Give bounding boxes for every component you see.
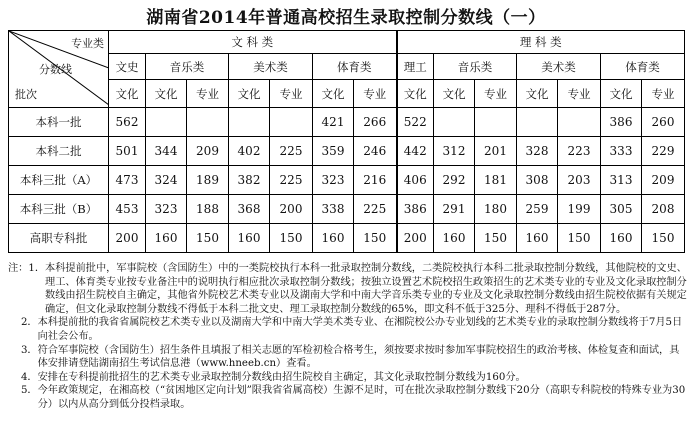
- subcat-liberal-music: 音乐类: [146, 54, 229, 80]
- score-cell: 324: [146, 166, 187, 195]
- score-cell: 216: [354, 166, 397, 195]
- corner-score-line: 分数线: [39, 63, 72, 76]
- col-header: 专业: [354, 80, 397, 108]
- col-header: 专业: [270, 80, 313, 108]
- score-cell: 200: [397, 224, 434, 253]
- note-item: [8, 371, 688, 385]
- score-cell: [517, 108, 558, 137]
- batch-label: 本科三批（B）: [9, 195, 109, 224]
- score-cell: 259: [517, 195, 558, 224]
- notes-section: [8, 262, 688, 412]
- score-cell: 160: [146, 224, 187, 253]
- score-cell: [434, 108, 475, 137]
- col-header: 文化: [146, 80, 187, 108]
- score-cell: 229: [642, 137, 685, 166]
- col-header: 专业: [187, 80, 229, 108]
- note-item: [8, 316, 688, 343]
- score-cell: 160: [313, 224, 354, 253]
- subcat-science-music: 音乐类: [434, 54, 517, 80]
- score-cell: 442: [397, 137, 434, 166]
- note-text: 今年政策规定，在湘高校（“贫困地区定向计划”限我省省属高校）生源不足时，可在批次录取控制分数线下20分（高职专科院校的特殊专业为30分）以内从高分到低分投档录取。: [37, 385, 686, 410]
- subcat-liberal-wenshi: 文史: [109, 54, 146, 80]
- score-cell: 225: [270, 166, 313, 195]
- score-cell: 181: [475, 166, 517, 195]
- note-text: 本科提前批的我省省属院校艺术类专业以及湖南大学和中南大学美术类专业、在湘院校公办专业划线的艺术类专业的录取控制分数线将于7月5日向社会公布。: [37, 317, 683, 342]
- col-header: 专业: [475, 80, 517, 108]
- batch-label: 高职专科批: [9, 224, 109, 253]
- score-cell: 246: [354, 137, 397, 166]
- score-cell: 150: [475, 224, 517, 253]
- group-science: 理 科 类: [397, 31, 685, 54]
- score-cell: 160: [601, 224, 642, 253]
- score-table: [8, 30, 685, 253]
- batch-label: 本科三批（A）: [9, 166, 109, 195]
- table-row: [9, 166, 685, 195]
- col-header: 文化: [109, 80, 146, 108]
- score-cell: 473: [109, 166, 146, 195]
- page-title: 湖南省2014年普通高校招生录取控制分数线（一）: [146, 8, 546, 28]
- score-cell: 402: [229, 137, 270, 166]
- score-cell: [146, 108, 187, 137]
- score-cell: 344: [146, 137, 187, 166]
- score-cell: 199: [558, 195, 601, 224]
- score-cell: 150: [270, 224, 313, 253]
- batch-label: 本科二批: [9, 137, 109, 166]
- note-number: 3．: [8, 344, 38, 356]
- score-cell: 338: [313, 195, 354, 224]
- score-cell: 313: [601, 166, 642, 195]
- table-row: [9, 108, 685, 137]
- score-cell: 328: [517, 137, 558, 166]
- score-cell: 260: [642, 108, 685, 137]
- col-header: 文化: [313, 80, 354, 108]
- header-corner: [9, 31, 109, 108]
- score-cell: 333: [601, 137, 642, 166]
- note-text: 符合军事院校（含国防生）招生条件且填报了相关志愿的军检初检合格考生，须按要求按时参加军事院校招生的政治考核、体检复查和面试，具体安排请登陆湖南招生考试信息港（www.hneeb.cn）查看。: [37, 344, 680, 370]
- score-cell: 453: [109, 195, 146, 224]
- score-cell: 359: [313, 137, 354, 166]
- subcat-liberal-art: 美术类: [229, 54, 313, 80]
- col-header: 文化: [229, 80, 270, 108]
- score-cell: [187, 108, 229, 137]
- score-cell: 189: [187, 166, 229, 195]
- score-cell: 323: [313, 166, 354, 195]
- note-text: 安排在专科提前批招生的艺术类专业录取控制分数线由招生院校自主确定，其文化录取控制分数线为160分。: [37, 371, 526, 383]
- corner-batch: 批次: [15, 88, 37, 101]
- score-cell: 562: [109, 108, 146, 137]
- score-cell: 160: [434, 224, 475, 253]
- score-cell: 292: [434, 166, 475, 195]
- col-header: 文化: [517, 80, 558, 108]
- note-text: 本科提前批中，军事院校（含国防生）中的一类院校执行本科一批录取控制分数线，二类院校执行本科二批录取控制分数线，其他院校的文史、理工、体育类专业按专业备注中的说明执行相应批次录取控制分数线；按独立设置艺术院校招生政策招生的艺术类专业的专业及文化录取控制分数线由招生院校自主确定，其他省外院校艺术类专业以及湖南大学和中南大学音乐类专业的专业及文化录取控制分数线由招生院校依据有关规定确定，但文化录取控制分数线不得低于本科二批文史、理工录取控制分数线的65%，即文科不低于325分、理科不得低于287分。: [45, 263, 687, 315]
- subcat-liberal-sports: 体育类: [313, 54, 397, 80]
- note-number: 注：1．: [8, 263, 46, 274]
- score-cell: 200: [270, 195, 313, 224]
- score-cell: 150: [558, 224, 601, 253]
- score-cell: 223: [558, 137, 601, 166]
- score-cell: 323: [146, 195, 187, 224]
- score-cell: 522: [397, 108, 434, 137]
- score-cell: 291: [434, 195, 475, 224]
- score-cell: [558, 108, 601, 137]
- score-cell: 209: [642, 166, 685, 195]
- score-cell: 266: [354, 108, 397, 137]
- score-cell: [475, 108, 517, 137]
- score-cell: 160: [517, 224, 558, 253]
- score-cell: 225: [270, 137, 313, 166]
- note-item: [8, 384, 688, 411]
- col-header: 专业: [558, 80, 601, 108]
- table-row: [9, 224, 685, 253]
- col-header: 文化: [434, 80, 475, 108]
- score-cell: 209: [187, 137, 229, 166]
- subcat-science-ligong: 理工: [397, 54, 434, 80]
- score-cell: 382: [229, 166, 270, 195]
- batch-label: 本科一批: [9, 108, 109, 137]
- note-item: [8, 344, 688, 371]
- score-cell: 386: [397, 195, 434, 224]
- note-number: 2．: [8, 317, 38, 329]
- score-cell: 386: [601, 108, 642, 137]
- score-cell: 312: [434, 137, 475, 166]
- score-cell: 203: [558, 166, 601, 195]
- score-cell: 305: [601, 195, 642, 224]
- score-cell: [229, 108, 270, 137]
- score-cell: 406: [397, 166, 434, 195]
- score-cell: 201: [475, 137, 517, 166]
- score-cell: 160: [229, 224, 270, 253]
- col-header: 文化: [397, 80, 434, 108]
- col-header: 专业: [642, 80, 685, 108]
- score-cell: 421: [313, 108, 354, 137]
- group-liberal: 文 科 类: [109, 31, 397, 54]
- subcat-science-art: 美术类: [517, 54, 601, 80]
- score-cell: 150: [187, 224, 229, 253]
- col-header: 文化: [601, 80, 642, 108]
- score-cell: 501: [109, 137, 146, 166]
- corner-major-type: 专业类: [71, 37, 104, 50]
- score-cell: 188: [187, 195, 229, 224]
- note-number: 4．: [8, 371, 38, 383]
- score-cell: 225: [354, 195, 397, 224]
- note-item: [8, 262, 688, 316]
- score-cell: 308: [517, 166, 558, 195]
- score-cell: 150: [642, 224, 685, 253]
- score-cell: 368: [229, 195, 270, 224]
- score-cell: 200: [109, 224, 146, 253]
- score-cell: 150: [354, 224, 397, 253]
- table-row: [9, 195, 685, 224]
- score-cell: 180: [475, 195, 517, 224]
- note-number: 5．: [8, 385, 38, 397]
- subcat-science-sports: 体育类: [601, 54, 685, 80]
- score-cell: 208: [642, 195, 685, 224]
- table-row: [9, 137, 685, 166]
- score-cell: [270, 108, 313, 137]
